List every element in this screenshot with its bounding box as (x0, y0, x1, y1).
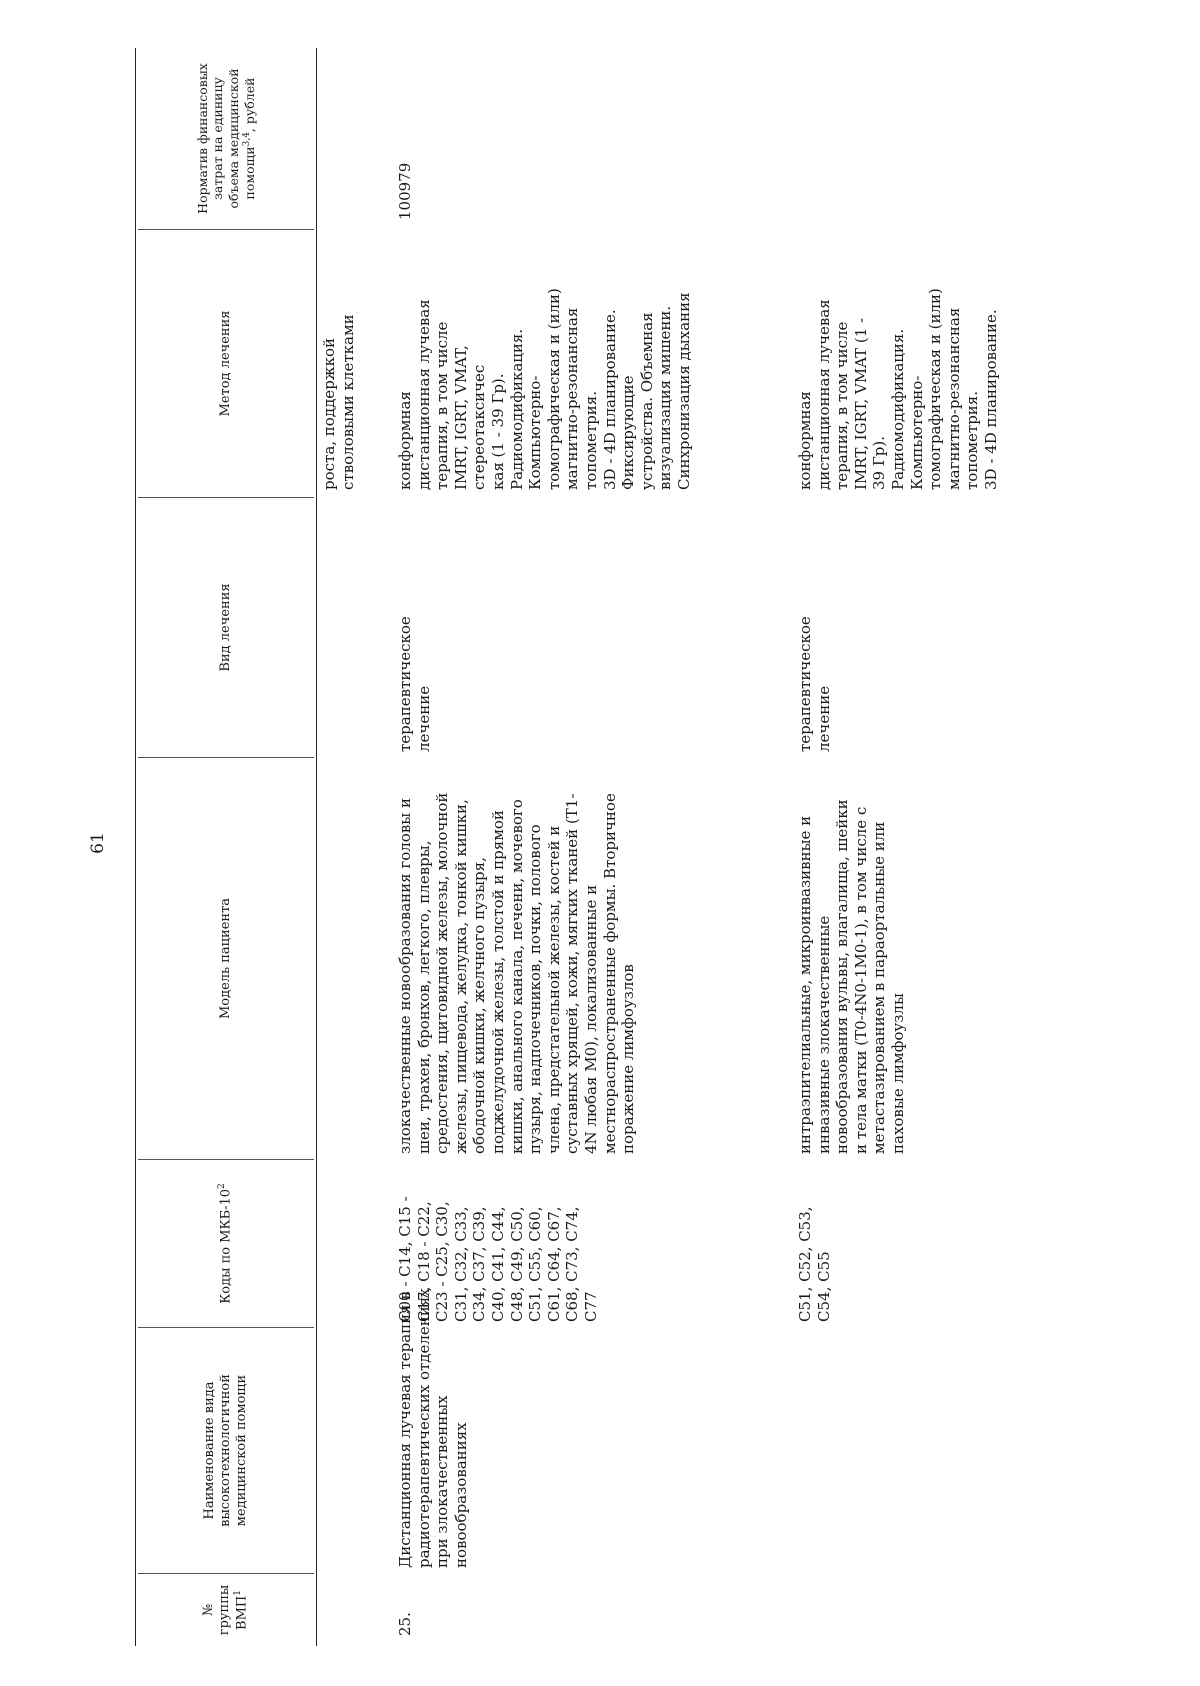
row-25b-icd-codes: C51, C52, C53, C54, C55 (796, 1206, 833, 1322)
header-bottom-rule (316, 48, 317, 1646)
row-25-icd-codes: C00 - C14, C15 - C17, C18 - C22, C23 - C25, C30, C31, C32, C33, C34, C37, C39, C40, C41, C44, C48, C49, C50, C51, C55, C60, C61, C64, C67, C68, C73, C74, C77 (396, 1196, 600, 1322)
header-treatment-method: Метод лечения (138, 230, 314, 498)
row-25b-treatment-type: терапевтическое лечение (796, 616, 833, 752)
header-treatment-type: Вид лечения (138, 498, 314, 758)
row-25-treatment-method: конформная дистанционная лучевая терапия, в том числе IMRT, IGRT, VMAT, стереотаксичес кая (1 - 39 Гр). Радиомодификация. Компьютерно- томографическая и (или) магнитно-резонансная топометрия. 3D - 4D планирование. Фиксирующие устройства. Объемная визуализация мишени. Синхронизация дыхания (396, 288, 693, 490)
row-25-treatment-type: терапевтическое лечение (396, 616, 433, 752)
page-number: 61 (88, 832, 108, 854)
header-top-rule (135, 48, 136, 1646)
header-cost-standard: Норматив финансовых затрат на единицу объема медицинской помощи$^{3,4}$, рублей (138, 48, 314, 230)
row-25-patient-model: злокачественные новообразования головы и шеи, трахеи, бронхов, легкого, плевры, средостения, щитовидной железы, молочной железы, пищевода, желудка, тонкой кишки, ободочной кишки, желчного пузыря, поджелудочной железы, толстой и прямой кишки, анального канала, печени, мочевого пузыря, надпочечников, почки, полового члена, предстательной железы, костей и суставных хрящей, кожи, мягких тканей (T1- 4N любая M0), локализованные и местнораспространенные формы. Вторичное поражение лимфоузлов (396, 792, 638, 1154)
header-group-number: № группы ВМП$^1$ (200, 1584, 250, 1636)
row-25-vmp-name: Дистанционная лучевая терапия в радиотерапевтических отделениях при злокачественных новообразованиях (396, 1288, 470, 1568)
row-25b-treatment-method: конформная дистанционная лучевая терапия, в том числе IMRT, IGRT, VMAT (1 - 39 Гр). Радиомодификация. Компьютерно- томографическая и (или) магнитно-резонансная топометрия. 3D - 4D планирование. (796, 288, 1000, 490)
header-vmp-name: Наименование вида высокотехнологичной медицинской помощи (138, 1328, 314, 1574)
row-25-cost: 100979 (396, 162, 414, 220)
header-icd-codes: Коды по МКБ-$10^2$ (138, 1160, 314, 1328)
header-patient-model: Модель пациента (138, 758, 314, 1160)
continuation-method-cell: роста, поддержкой стволовыми клетками (320, 314, 357, 490)
row-25b-patient-model: интраэпителиальные, микроинвазивные и инвазивные злокачественные новообразования вульвы, влагалища, шейки и тела матки (T0-4N0-1M0-1), в том числе с метастазированием в параортальные или паховые лимфоузлы (796, 799, 907, 1154)
row-25-number: 25. (396, 1612, 414, 1636)
